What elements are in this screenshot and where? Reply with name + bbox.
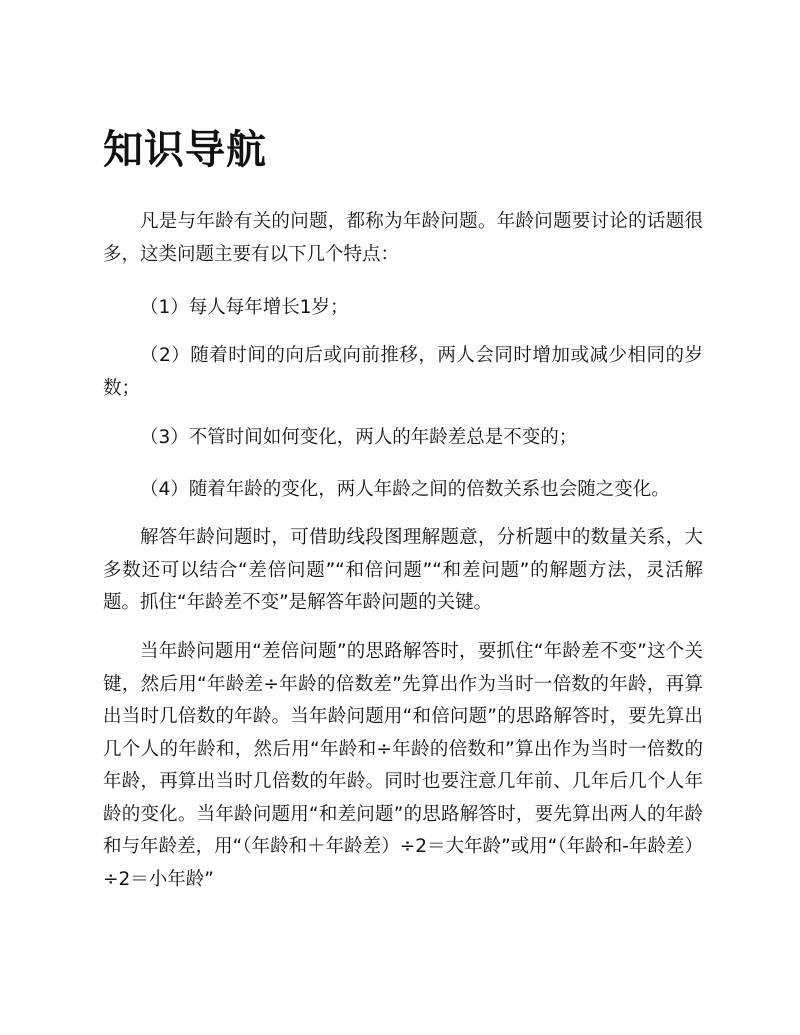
page-title: 知识导航 xyxy=(103,127,267,173)
point-2: （2）随着时间的向后或向前推移，两人会同时增加或减少相同的岁数； xyxy=(103,345,703,399)
point-4: （4）随着年龄的变化，两人年龄之间的倍数关系也会随之变化。 xyxy=(140,479,670,500)
method-paragraph: 解答年龄问题时，可借助线段图理解题意，分析题中的数量关系，大多数还可以结合“差倍问题”“和倍问题”“和差问题”的解题方法，灵活解题。抓住“年龄差不变”是解答年龄问题的关键。 xyxy=(103,527,703,613)
intro-paragraph: 凡是与年龄有关的问题，都称为年龄问题。年龄问题要讨论的话题很多，这类问题主要有以下几个特点： xyxy=(103,211,703,265)
point-1: （1）每人每年增长1岁； xyxy=(140,297,349,318)
strategy-paragraph: 当年龄问题用“差倍问题”的思路解答时，要抓住“年龄差不变”这个关键，然后用“年龄差÷年龄的倍数差”先算出作为当时一倍数的年龄，再算出当时几倍数的年龄。当年龄问题用“和倍问题”的思路解答时，要先算出几个人的年龄和，然后用“年龄和÷年龄的倍数和”算出作为当时一倍数的年龄，再算出当时几倍数的年龄。同时也要注意几年前、几年后几个人年龄的变化。当年龄问题用“和差问题”的思路解答时，要先算出两人的年龄和与年龄差，用“（年龄和＋年龄差）÷2＝大年龄”或用“（年龄和-年龄差）÷2＝小年龄” xyxy=(103,641,703,890)
point-3: （3）不管时间如何变化，两人的年龄差总是不变的； xyxy=(140,427,578,448)
